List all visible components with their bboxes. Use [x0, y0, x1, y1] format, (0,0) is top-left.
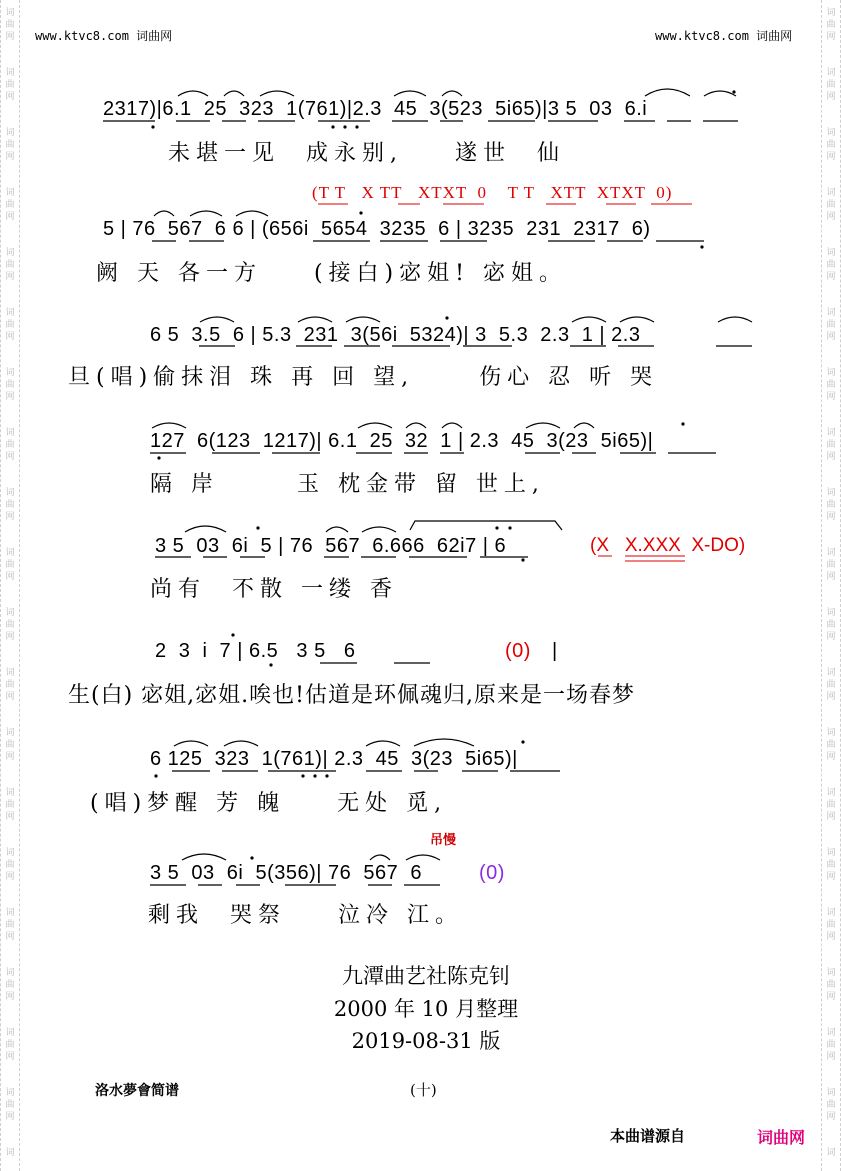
watermark-glyph: 词	[5, 968, 15, 978]
watermark-glyph: 词	[826, 1148, 836, 1158]
watermark-glyph: 曲	[826, 800, 836, 810]
watermark-glyph: 词	[5, 428, 15, 438]
watermark-glyph: 曲	[5, 440, 15, 450]
watermark-glyph: 网	[826, 992, 836, 1002]
watermark-glyph: 曲	[826, 140, 836, 150]
watermark-glyph: 曲	[826, 320, 836, 330]
credit-date: 2000 年 10 月整理	[333, 997, 519, 1021]
watermark-glyph: 网	[5, 632, 15, 642]
watermark-glyph: 词	[826, 908, 836, 918]
watermark-glyph: 曲	[5, 920, 15, 930]
watermark-glyph: 曲	[826, 1040, 836, 1050]
lyric-line-4: 隔 岸 玉 枕金带 留 世上,	[150, 472, 545, 497]
watermark-glyph: 曲	[5, 320, 15, 330]
watermark-glyph: 网	[5, 92, 15, 102]
notation-line-8: 3 5 03 6i 5(356)| 76 567 6	[150, 862, 422, 884]
watermark-glyph: 网	[826, 1052, 836, 1062]
watermark-glyph: 曲	[826, 380, 836, 390]
watermark-glyph: 曲	[5, 860, 15, 870]
watermark-glyph: 词	[826, 308, 836, 318]
watermark-glyph: 词	[826, 1088, 836, 1098]
watermark-glyph: 词	[5, 608, 15, 618]
footer-page-number: (十)	[410, 1081, 437, 1099]
notation-line-2: 5 | 76 567 6 6 | (656i 5654 3235 6 | 3235 231 2317 6)	[103, 218, 651, 240]
rest-marker-6: (0)	[505, 640, 531, 662]
watermark-glyph: 网	[826, 932, 836, 942]
watermark-glyph: 网	[5, 152, 15, 162]
watermark-glyph: 网	[5, 1112, 15, 1122]
watermark-glyph: 网	[826, 452, 836, 462]
watermark-glyph: 词	[5, 248, 15, 258]
watermark-glyph: 曲	[5, 20, 15, 30]
watermark-glyph: 网	[5, 572, 15, 582]
watermark-glyph: 曲	[5, 980, 15, 990]
watermark-glyph: 曲	[826, 200, 836, 210]
watermark-glyph: 曲	[826, 860, 836, 870]
watermark-glyph: 曲	[5, 1100, 15, 1110]
watermark-glyph: 网	[826, 92, 836, 102]
watermark-glyph: 词	[5, 1028, 15, 1038]
watermark-glyph: 词	[5, 548, 15, 558]
watermark-glyph: 曲	[5, 620, 15, 630]
credit-version: 2019-08-31 版	[351, 1029, 501, 1053]
watermark-glyph: 曲	[826, 260, 836, 270]
notation-line-1: 2317)|6.1 25 323 1(761)|2.3 45 3(523 5i65)|3 5 03 6.i	[103, 98, 648, 120]
notation-line-3: 6 5 3.5 6 | 5.3 231 3(56i 5324)| 3 5.3 2.3 1 | 2.3	[150, 324, 641, 346]
watermark-glyph: 网	[826, 152, 836, 162]
watermark-glyph: 网	[826, 512, 836, 522]
header-site-right[interactable]: www.ktvc8.com 词曲网	[655, 29, 793, 43]
watermark-glyph: 网	[826, 692, 836, 702]
watermark-glyph: 曲	[826, 560, 836, 570]
watermark-glyph: 网	[5, 512, 15, 522]
lyric-line-6: 生(白) 宓姐,宓姐.唉也!估道是环佩魂归,原来是一场春梦	[68, 683, 635, 708]
watermark-glyph: 曲	[826, 920, 836, 930]
watermark-glyph: 词	[5, 1148, 15, 1158]
watermark-glyph: 词	[5, 368, 15, 378]
watermark-glyph: 词	[5, 488, 15, 498]
watermark-glyph: 词	[826, 608, 836, 618]
watermark-glyph: 网	[826, 872, 836, 882]
watermark-glyph: 词	[5, 908, 15, 918]
watermark-glyph: 曲	[826, 680, 836, 690]
watermark-glyph: 曲	[5, 80, 15, 90]
watermark-glyph: 曲	[826, 1100, 836, 1110]
watermark-glyph: 网	[826, 212, 836, 222]
watermark-glyph: 网	[5, 932, 15, 942]
watermark-glyph: 词	[5, 128, 15, 138]
watermark-glyph: 网	[826, 392, 836, 402]
watermark-glyph: 词	[826, 8, 836, 18]
watermark-glyph: 词	[826, 668, 836, 678]
watermark-glyph: 词	[826, 428, 836, 438]
watermark-glyph: 词	[5, 848, 15, 858]
watermark-glyph: 词	[5, 8, 15, 18]
lyric-line-8: 剩我 哭祭 泣冷 江。	[148, 903, 463, 928]
watermark-glyph: 词	[826, 488, 836, 498]
watermark-glyph: 网	[5, 212, 15, 222]
rest-marker-8: (0)	[479, 862, 505, 884]
notation-line-7: 6 125 323 1(761)| 2.3 45 3(23 5i65)|	[150, 748, 518, 770]
watermark-glyph: 词	[826, 128, 836, 138]
watermark-glyph: 曲	[5, 800, 15, 810]
watermark-glyph: 网	[5, 1052, 15, 1062]
notation-line-5: 3 5 03 6i 5 | 76 567 6.666 62i7 | 6	[155, 535, 507, 557]
watermark-glyph: 网	[826, 1112, 836, 1122]
watermark-glyph: 网	[826, 272, 836, 282]
percussion-line-2: (T T X TT XTXT 0 T T XTT XTXT 0)	[312, 183, 673, 202]
watermark-glyph: 词	[5, 1088, 15, 1098]
watermark-glyph: 词	[826, 848, 836, 858]
lyric-line-3: 旦(唱)偷抹泪 珠 再 回 望, 伤心 忍 听 哭	[68, 365, 659, 390]
watermark-glyph: 网	[5, 872, 15, 882]
watermark-glyph: 曲	[5, 680, 15, 690]
watermark-glyph: 曲	[826, 440, 836, 450]
watermark-glyph: 曲	[826, 980, 836, 990]
lyric-line-5: 尚有 不散 一缕 香	[150, 577, 398, 602]
watermark-glyph: 词	[826, 728, 836, 738]
watermark-glyph: 词	[826, 188, 836, 198]
watermark-glyph: 网	[826, 752, 836, 762]
tempo-marking: 吊慢	[430, 833, 457, 848]
watermark-glyph: 词	[826, 548, 836, 558]
watermark-glyph: 网	[826, 32, 836, 42]
watermark-glyph: 曲	[5, 500, 15, 510]
watermark-glyph: 网	[826, 632, 836, 642]
footer-title: 洛水夢會简谱	[95, 1083, 179, 1099]
watermark-glyph: 词	[5, 788, 15, 798]
watermark-glyph: 网	[5, 812, 15, 822]
watermark-glyph: 词	[826, 68, 836, 78]
watermark-glyph: 网	[5, 692, 15, 702]
watermark-glyph: 词	[826, 968, 836, 978]
watermark-glyph: 词	[5, 728, 15, 738]
lyric-line-7: (唱)梦醒 芳 魄 无处 觅,	[90, 791, 448, 816]
watermark-glyph: 曲	[5, 200, 15, 210]
footer-brand-link[interactable]: 词曲网	[757, 1128, 806, 1147]
lyric-line-1: 未堪一见 成永别, 遂世 仙	[168, 141, 565, 166]
notation-line-4: 127 6(123 1217)| 6.1 25 32 1 | 2.3 45 3(23 5i65)|	[150, 430, 654, 452]
watermark-glyph: 词	[5, 188, 15, 198]
footer-source-label: 本曲谱源自	[610, 1127, 686, 1145]
watermark-glyph: 词	[826, 248, 836, 258]
watermark-glyph: 曲	[826, 740, 836, 750]
watermark-glyph: 词	[5, 68, 15, 78]
credit-arranger: 九潭曲艺社陈克钊	[342, 964, 510, 988]
notation-line-6: 2 3 i 7 | 6.5 3 5 6	[155, 640, 356, 662]
watermark-glyph: 词	[5, 668, 15, 678]
watermark-glyph: 词	[5, 308, 15, 318]
lyric-line-2: 阙 天 各一方 (接白)宓姐! 宓姐。	[96, 261, 567, 286]
percussion-line-5: (X X.XXX X-DO)	[590, 535, 746, 556]
header-site-left[interactable]: www.ktvc8.com 词曲网	[35, 29, 173, 43]
watermark-glyph: 网	[5, 332, 15, 342]
watermark-glyph: 网	[5, 392, 15, 402]
watermark-glyph: 词	[826, 788, 836, 798]
watermark-glyph: 曲	[826, 20, 836, 30]
watermark-glyph: 曲	[5, 380, 15, 390]
watermark-glyph: 曲	[5, 1040, 15, 1050]
watermark-glyph: 网	[5, 272, 15, 282]
barline-6: |	[552, 640, 558, 662]
watermark-glyph: 网	[5, 452, 15, 462]
watermark-glyph: 网	[826, 332, 836, 342]
watermark-glyph: 曲	[5, 560, 15, 570]
watermark-glyph: 词	[826, 368, 836, 378]
watermark-glyph: 曲	[5, 140, 15, 150]
watermark-glyph: 网	[5, 32, 15, 42]
watermark-glyph: 网	[826, 812, 836, 822]
watermark-glyph: 网	[5, 992, 15, 1002]
watermark-glyph: 曲	[5, 740, 15, 750]
watermark-glyph: 曲	[5, 260, 15, 270]
watermark-glyph: 曲	[826, 80, 836, 90]
watermark-glyph: 曲	[826, 500, 836, 510]
watermark-glyph: 网	[5, 752, 15, 762]
watermark-glyph: 词	[826, 1028, 836, 1038]
watermark-glyph: 网	[826, 572, 836, 582]
watermark-glyph: 曲	[826, 620, 836, 630]
